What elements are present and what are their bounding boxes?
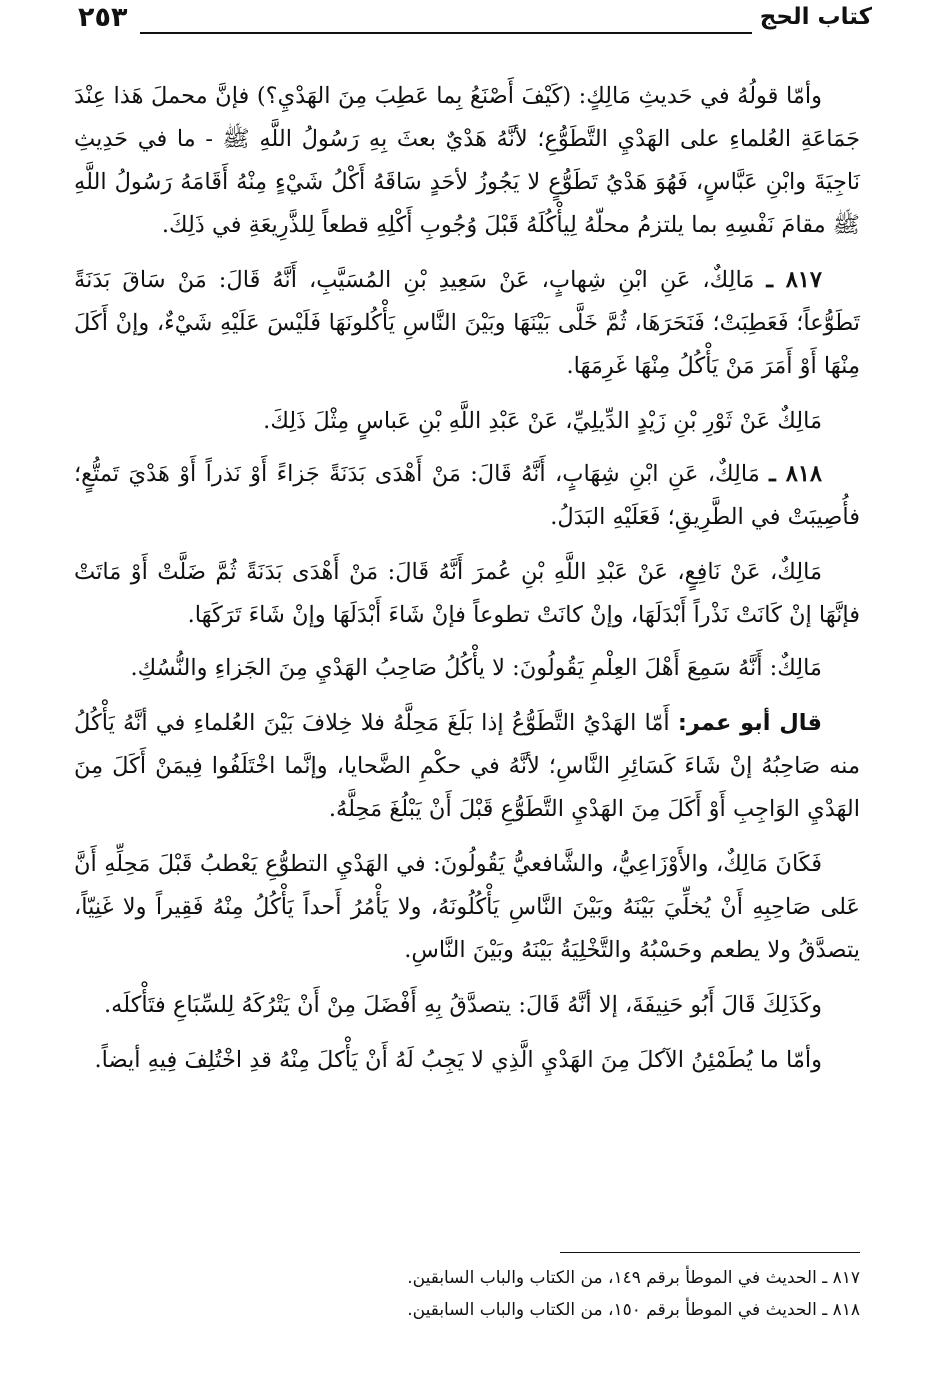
main-text <box>74 75 860 1094</box>
paragraph-closing: وأمّا ما يُطَمْئِنُ الآكلَ مِنَ الهَدْيِ الَّذِي لا يَجِبُ لَهُ أَنْ يَأْكلَ مِنْهُ قدِ اخْتُلِفَ فِيهِ أيضاً. <box>94 1047 822 1073</box>
page-header <box>78 2 872 50</box>
paragraph-malik-hadith-commentary: وأمّا قولُهُ في حَديثِ مَالِكٍ: (كَيْفَ أَصْنَعُ بِما عَطِبَ مِنَ الهَدْيِ؟) فإنَّ محملَ هَذا عِنْدَ جَمَاعَةِ العُلماءِ على الهَدْيِ التَّطَوُّعِ؛ لأنَّهُ هَدْيٌ بعثَ بِهِ رَسُولُ اللَّهِ ﷺ - ما في حَدِيثِ نَاجِيَةَ وابْنِ عَبَّاسٍ، فَهُوَ هَدْيُ تَطَوُّعٍ لا يَجُوزُ لأحَدٍ سَاقَهُ أَكْلُ شَيْءٍ مِنْهُ أَقَامَهُ رَسُولُ اللَّهِ ﷺ مقامَ نَفْسِهِ بما يلتزمُ محلّهُ لِيأْكُلَهُ قَبْلَ وُجُوبِ أَكْلِهِ قطعاً لِلذَّرِيعَةِ في ذَلِكَ. <box>74 83 860 238</box>
paragraph-thawr-narration: مَالِكٌ عَنْ ثَوْرِ بْنِ زَيْدٍ الدِّيلِيِّ، عَنْ عَبْدِ اللَّهِ بْنِ عَباسٍ مِثْلَ ذَلِكَ. <box>263 408 822 434</box>
footnote-818: ٨١٨ ـ الحديث في الموطأ برقم ١٥٠، من الكتاب والباب السابقين. <box>407 1300 860 1320</box>
hadith-817: ٨١٧ ـ مَالِكٌ، عَنِ ابْنِ شِهابٍ، عَنْ سَعِيدِ بْنِ المُسَيَّبِ، أَنَّهُ قَالَ: مَنْ سَاقَ بَدَنَةً تَطَوُّعاً؛ فَعَطِبَتْ؛ فَنَحَرَهَا، ثُمَّ خَلَّى بَيْنَهَا وبَيْنَ النَّاسِ يَأْكُلونَهَا فَلَيْسَ عَلَيْهِ شَيْءٌ، وإنْ أَكَلَ مِنْهَا أَوْ أَمَرَ مَنْ يَأْكُلُ مِنْهَا غَرِمَهَا. <box>74 267 860 379</box>
footnote-separator <box>560 1252 860 1253</box>
hadith-number: ٨١٧ ـ <box>766 267 822 293</box>
paragraph-malik-scholars: مَالِكٌ: أَنَّهُ سَمِعَ أَهْلَ العِلْمِ يَقُولُونَ: لا يأْكُلُ صَاحِبُ الهَدْيِ مِنَ الجَزاءِ والنُّسُكِ. <box>130 655 822 681</box>
paragraph-abu-umar: قال أبو عمر: أَمّا الهَدْيُ التَّطَوُّعُ إذا بَلَغَ مَحِلَّهُ فلا خِلافَ بَيْنَ العُلماءِ في أنَّهُ يَأْكُلُ منه صَاحِبُهُ إنْ شَاءَ كَسَائِرِ النَّاسِ؛ لأنَّهُ في حكْمِ الضَّحايا، وإنَّما اخْتَلَفُوا فِيمَنْ أَكَلَ مِنَ الهَدْيِ الوَاجِبِ أَوْ أَكَلَ مِنَ الهَدْيِ التَّطَوُّعِ قَبْلَ أَنْ يَبْلُغَ مَحِلَّهُ. <box>74 710 860 822</box>
header-rule <box>140 32 752 34</box>
speaker-label: قال أبو عمر: <box>677 710 822 736</box>
page-number: ٢٥٣ <box>78 2 128 33</box>
paragraph-nafi-narration: مَالِكٌ، عَنْ نَافِعٍ، عَنْ عَبْدِ اللَّهِ بْنِ عُمرَ أَنَّهُ قَالَ: مَنْ أَهْدَى بَدَنَةً ثُمَّ ضَلَّتْ أَوْ مَاتَتْ فإنَّهَا إنْ كَانَتْ نَذْراً أَبْدَلَهَا، وإنْ كانَتْ تطوعاً فإنْ شَاءَ أَبْدَلَهَا وإنْ شَاءَ تَرَكَهَا. <box>74 559 860 628</box>
paragraph-madhhab-opinions: فَكَانَ مَالِكٌ، والأَوْزَاعِيُّ، والشَّافعيُّ يَقُولُونَ: في الهَدْيِ التطوُّعِ يَعْطبُ قَبْلَ مَحِلِّهِ أَنَّ عَلى صَاحِبِهِ أَنْ يُخلِّيَ بَيْنَهُ وبَيْنَ النَّاسِ يَأْكُلُونَهُ، ولا يَأْمُرُ أَحداً يَأْكُلُ مِنْهُ فَقِيراً ولا غَنِيّاً، يتصدَّقُ ولا يطعم وحَسْبُهُ والتَّخْلِيَةُ بَيْنَهُ وبَيْنَ النَّاسِ. <box>74 851 860 963</box>
book-title: كتاب الحج <box>759 4 872 30</box>
paragraph-abu-hanifa: وكَذَلِكَ قَالَ أَبُو حَنِيفَةَ، إلا أنَّهُ قَالَ: يتصدَّقُ بِهِ أَفْضَلَ مِنْ أَنْ يَتْرُكَهُ لِلسِّبَاعِ فتَأْكلَه. <box>104 992 822 1018</box>
footnote-817: ٨١٧ ـ الحديث في الموطأ برقم ١٤٩، من الكتاب والباب السابقين. <box>407 1268 860 1288</box>
footnotes <box>74 1262 860 1326</box>
hadith-818: ٨١٨ ـ مَالِكٌ، عَنِ ابْنِ شِهَابٍ، أَنَّهُ قَالَ: مَنْ أَهْدَى بَدَنَةً جَزاءً أَوْ نَذراً أَوْ هَدْيَ تَمتُّعٍ؛ فأُصِيبَتْ في الطَّرِيقِ؛ فَعَلَيْهِ البَدَلُ. <box>74 461 860 530</box>
hadith-number: ٨١٨ ـ <box>769 461 822 487</box>
